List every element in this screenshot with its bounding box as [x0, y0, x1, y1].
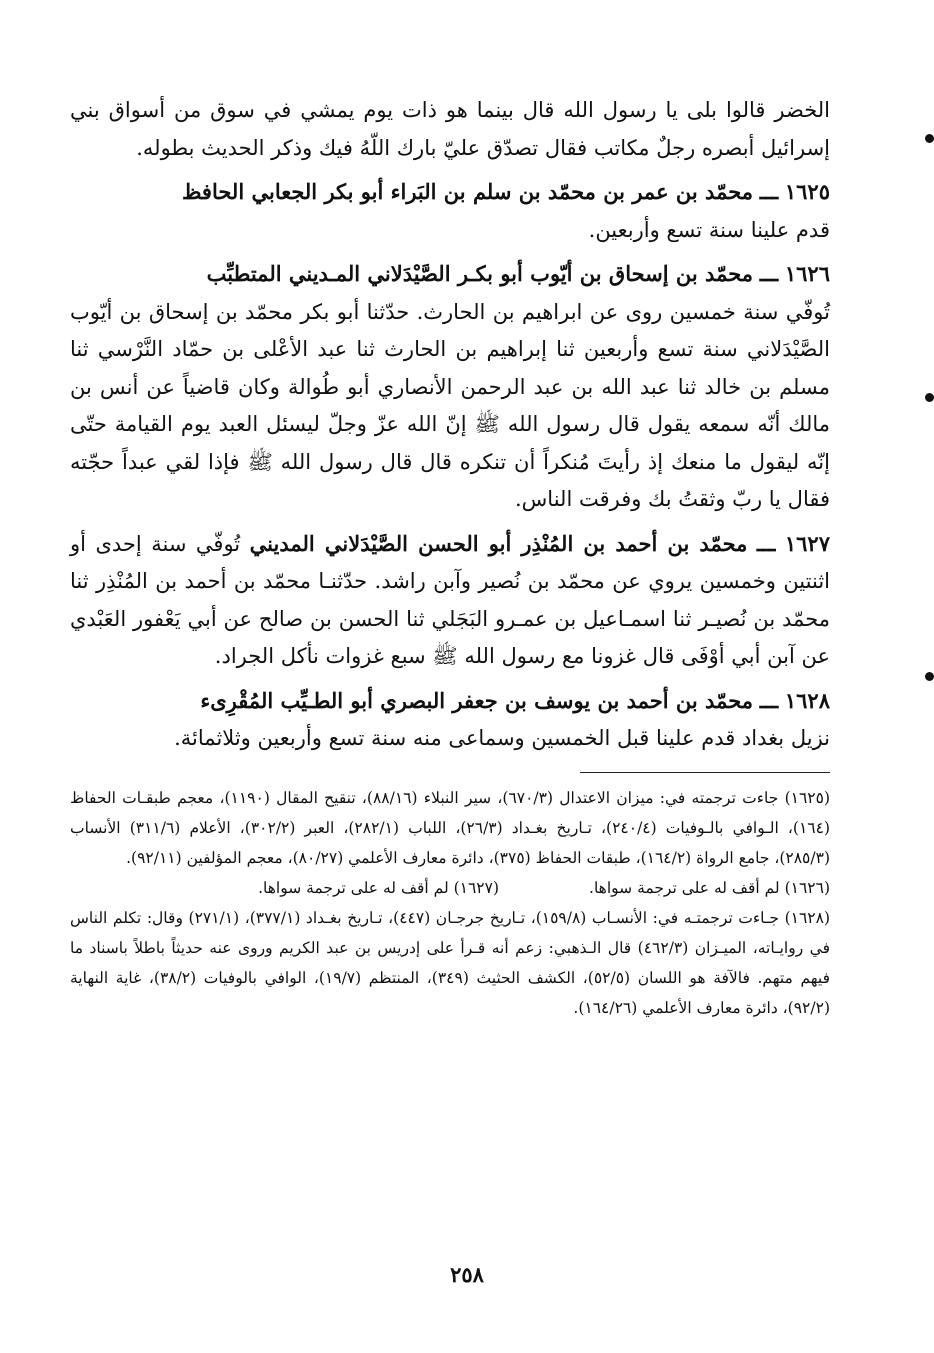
entry-1628 — [70, 682, 830, 758]
entry-number: ١٦٢٨ — [784, 687, 830, 713]
footnote-1628: (١٦٢٨) جـاءت ترجمتـه في: الأنسـاب (١٥٩/٨)، تـاريخ جرجـان (٤٤٧)، تـاريخ بغـداد (٣٧٧/١)، (٢٧١/١) وقال: تكلم الناس في روايـاته، الميـزان (٤٦٢/٣) قال الـذهبي: زعم أنه قـرأ على إدريس بن عبد الكريم وروى عنه حديثاً باطلاً باسناد ما فيهم متهم. فالآفة هو اللسان (٥٢/٥)، الكشف الحثيث (٣٤٩)، المنتظم (١٩/٧)، الوافي بالوفيات (٣٨/٢)، غاية النهاية (٩٢/٢)، دائرة معارف الأعلمي (١٦٤/٢٦). — [70, 908, 831, 1017]
page-number: ٢٥٨ — [450, 1262, 484, 1287]
entry-text: نزيل بغداد قدم علينا قبل الخمسين وسماعى منه سنة تسع وأربعين وثلاثمائة. — [174, 726, 830, 750]
entry-dash: ـــ — [756, 530, 776, 556]
entry-text: تُوفّي سنة إحدى أو اثنتين وخمسين يروي عن محمّد بن نُصير وآبن راشد. حدّثنـا محمّد بن أحمد بن المُنْذِر ثنا محمّد بن نُصيـر ثنا اسمـاعيل بن عمـرو البَجَلي ثنا الحسن بن صالح عن أبي يَعْفور العَبْدي عن آبن أبي أوْفَى قال غزونا مع رسول الله ﷺ سبع غزوات نأكل الجراد. — [70, 531, 830, 668]
page-body — [70, 92, 830, 1023]
footnote-1626: (١٦٢٦) لم أقف له على ترجمة سواها. — [589, 878, 830, 897]
entry-number: ١٦٢٥ — [784, 179, 830, 204]
entry-text: قدم علينا سنة تسع وأربعين. — [588, 217, 830, 242]
entry-text: تُوفّي سنة خمسين روى عن ابراهيم بن الحارث. حدّثنا أبو بكر محمّد بن إسحاق بن أيّوب الصَّيْدَلاني سنة تسع وأربعين ثنا إبراهيم بن الحارث ثنا عبد الأعْلى بن حمّاد النَّرْسي ثنا مسلم بن خالد ثنا عبد الله بن عبد الرحمن الأنصاري أبو طُوالة وكان قاضياً عن أنس بن مالك أنّه سمعه يقول قال رسول الله ﷺ إنّ الله عزّ وجلّ ليسئل العبد يوم القيامة حتّى إنّه ليقول ما منعك إذ رأيتَ مُنكراً أن تنكره قال قال رسول الله ﷺ فإذا لقي عبداً حجّته فقال يا ربّ وثقتُ بك وفرقت الناس. — [70, 299, 830, 511]
entry-heading: محمّد بن عمر بن محمّد بن سلم بن البَراء أبو بكر الجعابي الحافظ — [182, 179, 754, 204]
entry-1625 — [70, 173, 830, 249]
entry-1626 — [70, 255, 830, 519]
entry-1627 — [70, 525, 830, 676]
entry-dash: ـــ — [759, 261, 779, 286]
footnote-divider — [580, 772, 830, 773]
footnote-1625: (١٦٢٥) جاءت ترجمته في: ميزان الاعتدال (٦٧٠/٣)، سير النبلاء (٨٨/١٦)، تنقيح المقال (١١٩٠)، معجم طبقـات الحفاظ (١٦٤)، الـوافي بالـوفيات (٢٤٠/٤)، تـاريخ بغـداد (٢٦/٣)، اللباب (٢٨٢/١)، العبر (٣٠٢/٢)، الأعلام (٣١١/٦) الأنساب (٢٨٥/٣)، جامع الرواة (١٦٤/٢)، طبقات الحفاظ (٣٧٥)، دائرة معارف الأعلمي (٨٠/٢٧)، معجم المؤلفين (٩٢/١١). — [70, 788, 831, 867]
footnote-pair — [70, 873, 830, 903]
margin-dot — [925, 393, 934, 402]
margin-dot — [925, 134, 934, 143]
entry-heading: محمّد بن أحمد بن يوسف بن جعفر البصري أبو الطـيِّب المُقْرِىء — [200, 687, 754, 713]
entry-number: ١٦٢٦ — [784, 261, 830, 286]
footnotes — [70, 783, 830, 1023]
entry-dash: ـــ — [759, 687, 779, 713]
entry-heading: محمّد بن أحمد بن المُنْذِر أبو الحسن الصَّيْدَلاني المديني — [249, 530, 748, 556]
entry-heading: محمّد بن إسحاق بن أيّوب أبو بكـر الصَّيْدَلاني المـديني المتطبِّب — [206, 261, 754, 286]
continuation-paragraph: الخضر قالوا بلى يا رسول الله قال بينما هو ذات يوم يمشي في سوق من أسواق بني إسرائيل أبصره رجلٌ مكاتب فقال تصدّق عليّ بارك اللّهُ فيك وذكر الحديث بطوله. — [70, 98, 830, 160]
footnote-1627: (١٦٢٧) لم أقف له على ترجمة سواها. — [258, 878, 500, 897]
entry-number: ١٦٢٧ — [784, 530, 830, 556]
margin-dot — [925, 672, 934, 681]
entry-dash: ـــ — [759, 179, 779, 204]
